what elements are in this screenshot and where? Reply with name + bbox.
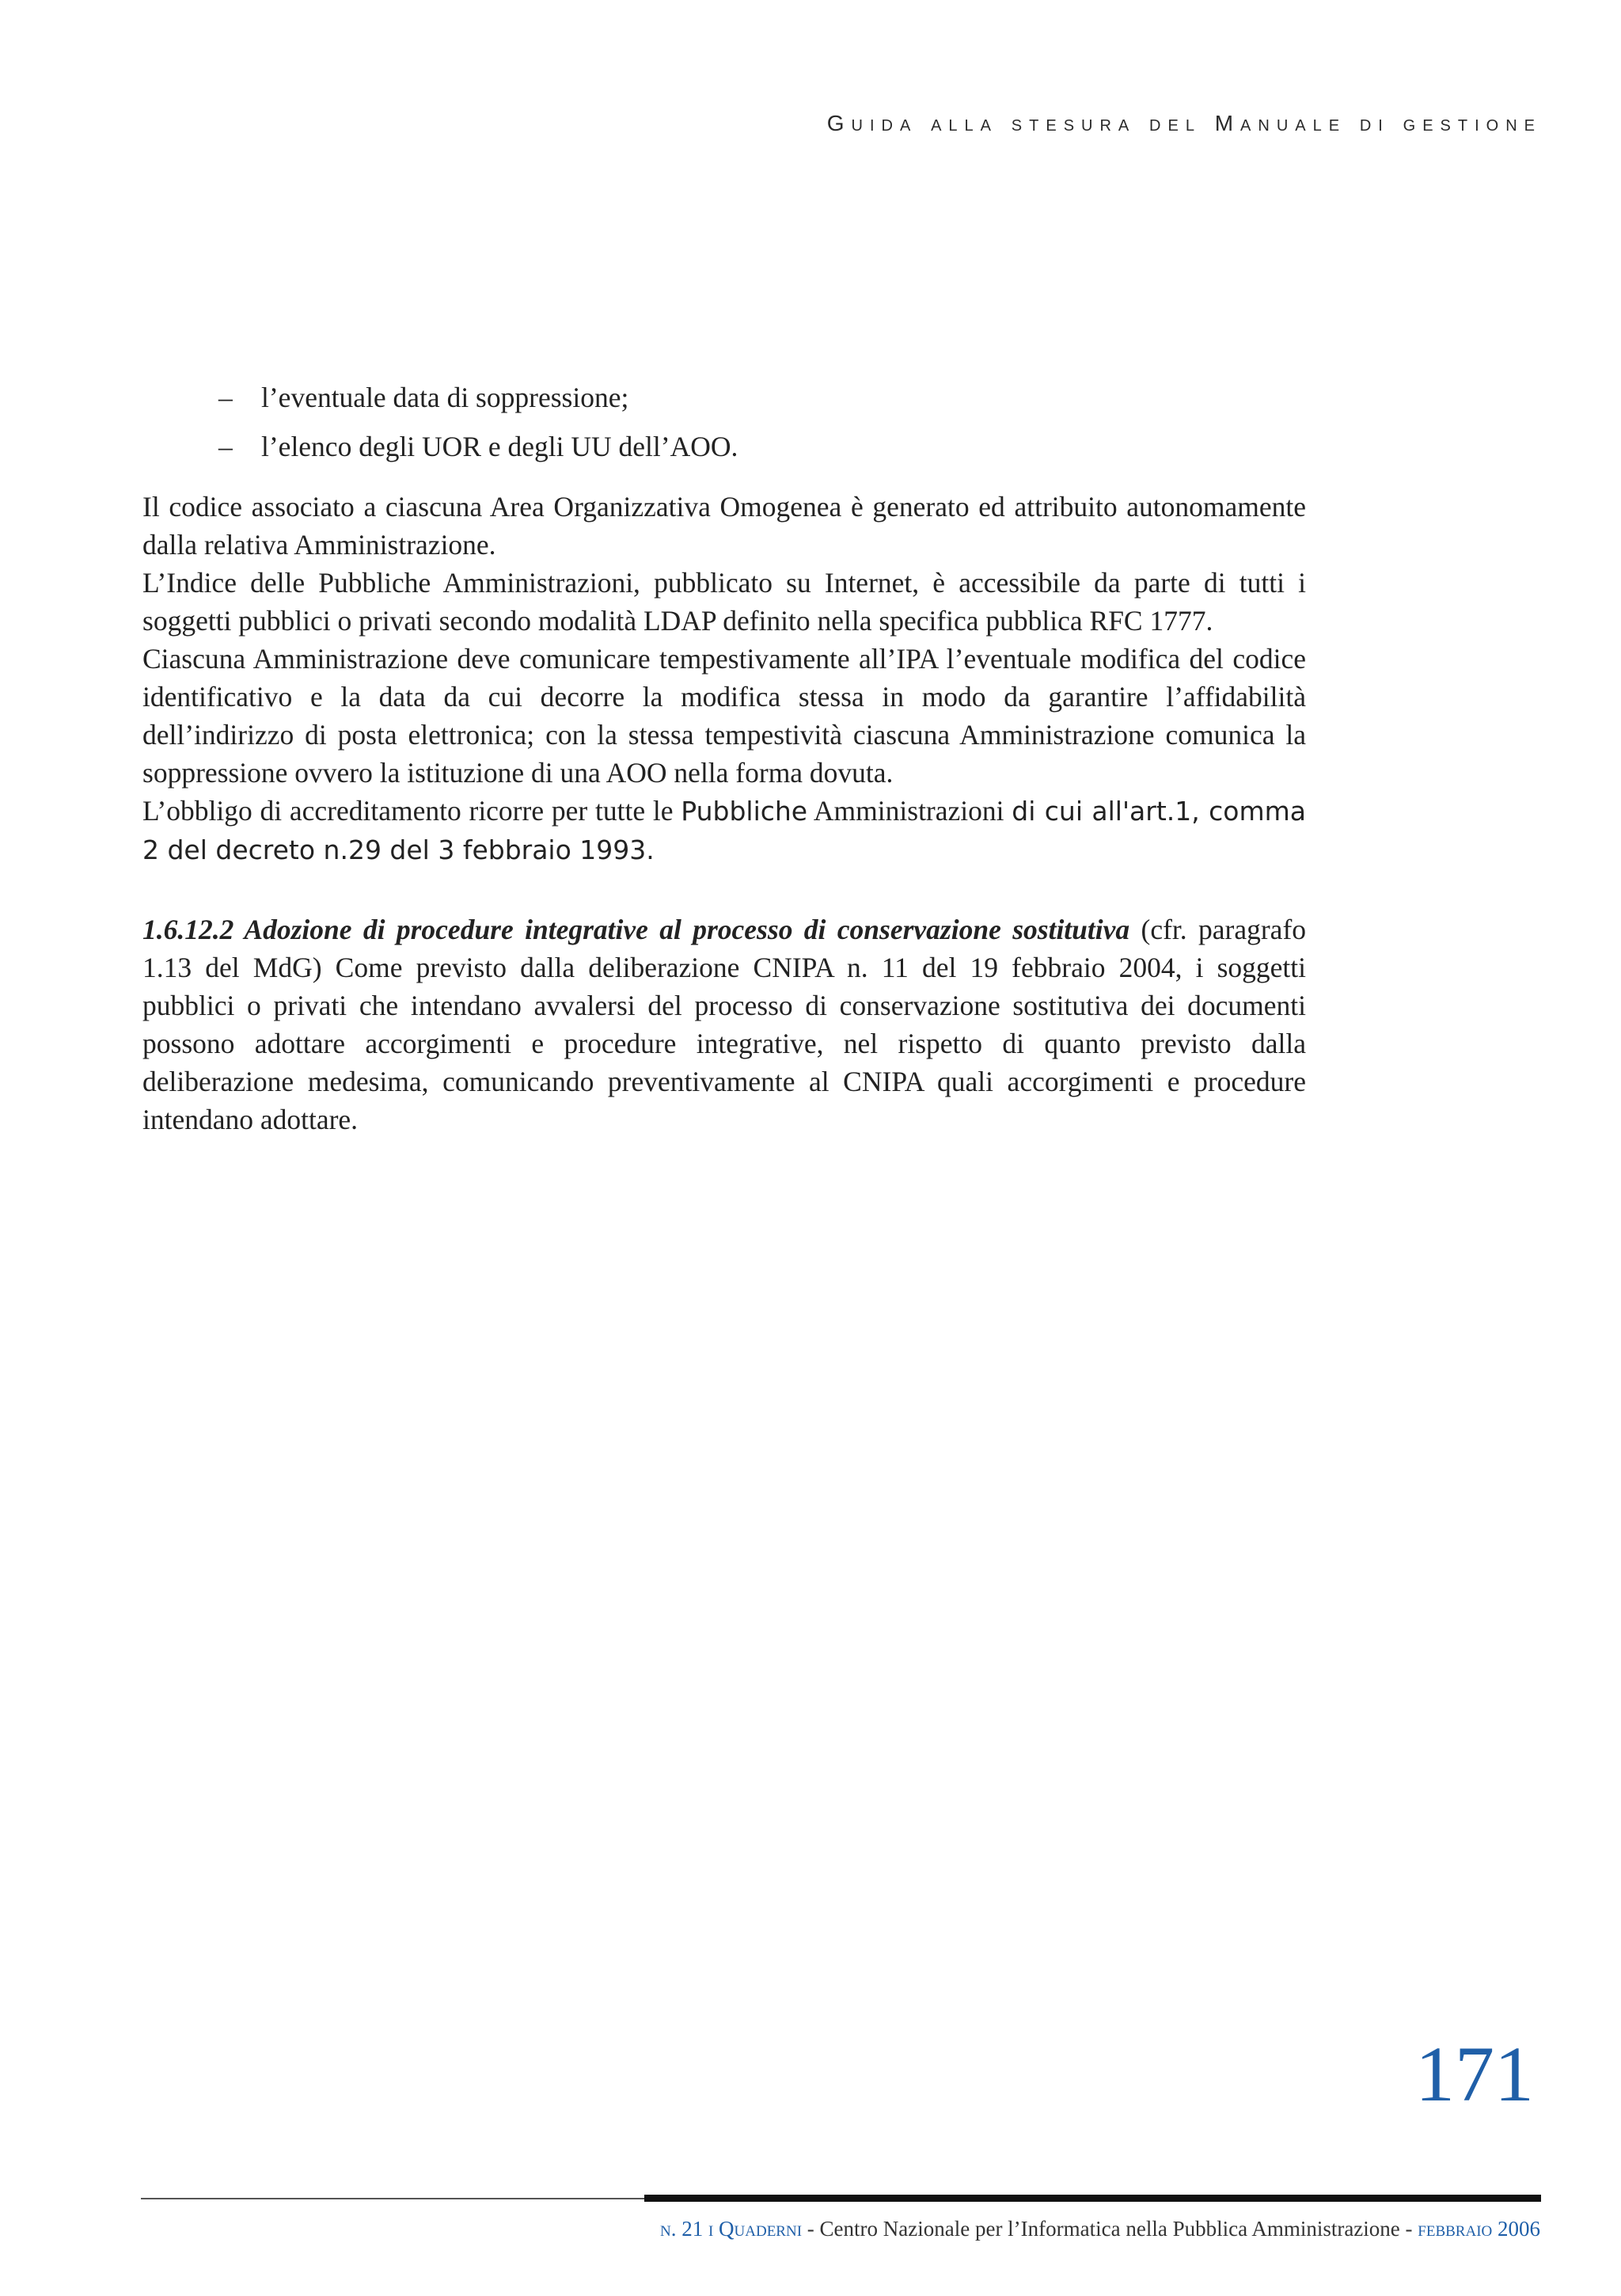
footer: [660, 2217, 1540, 2241]
footer-organization: Centro Nazionale per l’Informatica nella Pubblica Amministrazione: [819, 2217, 1400, 2241]
list-item: [218, 378, 1306, 416]
running-header: Guida alla stesura del Manuale di gestione: [826, 111, 1542, 135]
list-item-text: l’elenco degli UOR e degli UU dell’AOO.: [261, 431, 738, 462]
footer-date: febbraio 2006: [1418, 2217, 1540, 2241]
accreditation-text-pubbliche: Pubbliche: [681, 796, 808, 827]
page-number: 171: [1415, 2030, 1534, 2118]
accreditation-text-start: L’obbligo di accreditamento ricorre per tutte le: [142, 795, 681, 827]
list-item: [218, 428, 1306, 466]
section-title: 1.6.12.2 Adozione di procedure integrative al processo di conservazione sostitutiva: [142, 914, 1130, 945]
section-body: (cfr. paragrafo 1.13 del MdG) Come previsto dalla deliberazione CNIPA n. 11 del 19 febbraio 2004, i soggetti pubblici o privati che intendano avvalersi del processo di conservazione sostitutiva dei documenti possono adottare accorgimenti e procedure integrative, nel rispetto di quanto previsto dalla deliberazione medesima, comunicando preventivamente al CNIPA quali accorgimenti e procedure intendano adottare.: [142, 914, 1307, 1135]
footer-issue: n. 21 i Quaderni: [659, 2217, 803, 2241]
paragraph-aoo-code: Il codice associato a ciascuna Area Organizzativa Omogenea è generato ed attribuito autonomamente dalla relativa Amministrazione.: [142, 491, 1306, 561]
paragraph-accreditation: [142, 792, 1306, 869]
accreditation-text-decree: di cui all'art.1, comma 2 del decreto n.29 del 3 febbraio 1993.: [142, 796, 1306, 865]
accreditation-text-amministrazioni: Amministrazioni: [807, 795, 1012, 827]
paragraph-ipa-index: L’Indice delle Pubbliche Amministrazioni, pubblicato su Internet, è accessibile da parte di tutti i soggetti pubblici o privati secondo modalità LDAP definito nella specifica pubblica RFC 1777.: [142, 567, 1306, 637]
paragraph-ipa-updates: Ciascuna Amministrazione deve comunicare tempestivamente all’IPA l’eventuale modifica del codice identificativo e la data da cui decorre la modifica stessa in modo da garantire l’affidabilità dell’indirizzo di posta elettronica; con la stessa tempestività ciascuna Amministrazione comunica la soppressione ovvero la istituzione di una AOO nella forma dovuta.: [142, 643, 1306, 789]
page-body: [142, 378, 1306, 1138]
footer-separator: -: [1399, 2217, 1418, 2241]
list-dash: –: [218, 382, 233, 413]
list-dash: –: [218, 431, 233, 462]
footer-rule-thin: [141, 2198, 647, 2199]
dash-list: [142, 378, 1306, 466]
section-paragraph: [142, 910, 1306, 1138]
footer-rule-thick: [644, 2195, 1541, 2202]
footer-separator: -: [802, 2217, 820, 2241]
section-spacer: [142, 869, 1306, 910]
list-item-text: l’eventuale data di soppressione;: [261, 382, 629, 413]
